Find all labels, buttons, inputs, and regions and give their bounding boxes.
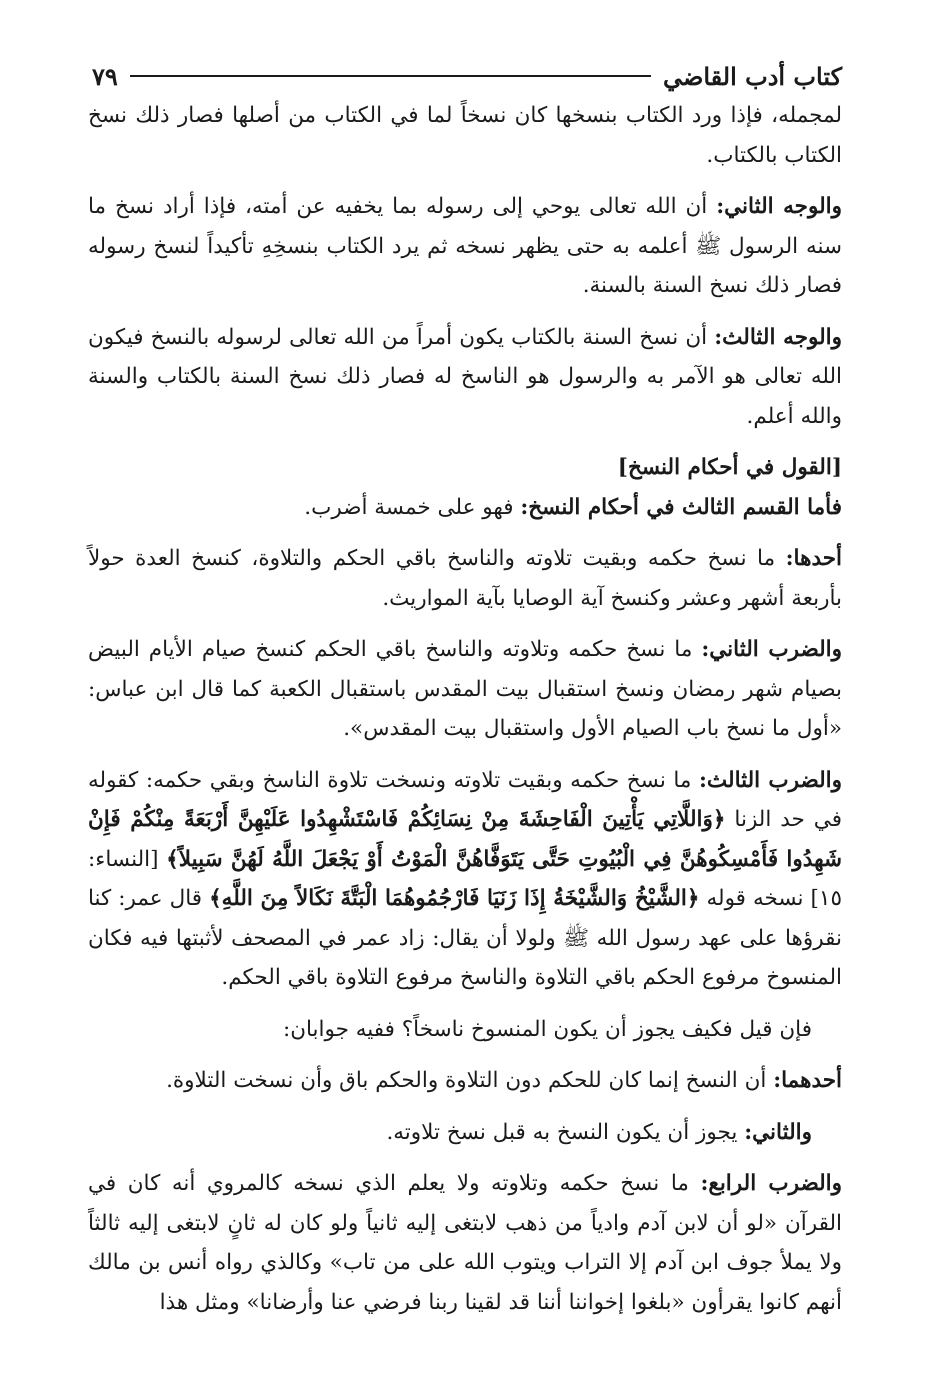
paragraph-4	[88, 488, 842, 528]
paragraph-lead: والثاني:	[744, 1119, 812, 1145]
paragraph-text: أن نسخ السنة بالكتاب يكون أمراً من الله تعالى لرسوله بالنسخ فيكون الله تعالى هو الآمر به والرسول هو الناسخ له فصار ذلك نسخ السنة بالكتاب والسنة والله أعلم.	[88, 324, 842, 429]
paragraph-7	[88, 761, 842, 998]
paragraph-text: يجوز أن يكون النسخ به قبل نسخ تلاوته.	[386, 1119, 745, 1145]
paragraph-text: أن الله تعالى يوحي إلى رسوله بما يخفيه عن أمته، فإذا أراد نسخ ما سنه الرسول ﷺ أعلمه به حتى يظهر نسخه ثم يرد الكتاب بنسخِهِ تأكيداً لنسخ رسوله فصار ذلك نسخ السنة بالسنة.	[88, 194, 842, 298]
paragraph-3	[88, 318, 842, 437]
paragraph-2	[88, 187, 842, 306]
paragraph-lead: والوجه الثالث:	[714, 324, 842, 350]
page-body	[88, 96, 842, 1334]
paragraph-5	[88, 539, 842, 618]
paragraph-10	[88, 1113, 842, 1153]
paragraph-text: ما نسخ حكمه وبقيت تلاوته ونسخت تلاوة الناسخ وبقي حكمه: كقوله في حد الزنا	[88, 767, 842, 832]
running-header	[92, 58, 842, 94]
paragraph-lead: أحدهما:	[773, 1068, 842, 1093]
paragraph-lead: أحدها:	[785, 546, 842, 571]
paragraph-text: [النساء: ١٥] نسخه قوله	[88, 846, 843, 911]
paragraph-text: ما نسخ حكمه وبقيت تلاوته والناسخ باقي الحكم والتلاوة، كنسخ العدة حولاً بأربعة أشهر وعشر وكنسخ آية الوصايا بآية المواريث.	[88, 546, 842, 611]
paragraph-8	[88, 1010, 842, 1050]
paragraph-text: لمجمله، فإذا ورد الكتاب بنسخها كان نسخاً لما في الكتاب من أصلها فصار ذلك نسخ الكتاب بالكتاب.	[88, 103, 842, 168]
section-heading: [القول في أحكام النسخ]	[617, 455, 842, 480]
paragraph-text: قال عمر: كنا نقرؤها على عهد رسول الله ﷺ ولولا أن يقال: زاد عمر في المصحف لأثبتها فيه فكان المنسوخ مرفوع الحكم باقي التلاوة والناسخ مرفوع التلاوة باقي الحكم.	[88, 886, 842, 990]
paragraph-11	[88, 1164, 842, 1322]
page-number: ٧٩	[92, 61, 118, 91]
paragraph-lead: والضرب الثالث:	[698, 767, 842, 793]
quran-verse: ﴿وَاللَّاتِي يَأْتِينَ الْفَاحِشَةَ مِنْ نِسَائِكُمْ فَاسْتَشْهِدُوا عَلَيْهِنَّ أَرْبَعَةً مِنْكُمْ فَإِنْ شَهِدُوا فَأَمْسِكُوهُنَّ فِي الْبُيُوتِ حَتَّى يَتَوَفَّاهُنَّ الْمَوْتُ أَوْ يَجْعَلَ اللَّهُ لَهُنَّ سَبِيلاً﴾	[88, 807, 842, 872]
paragraph-9	[88, 1061, 842, 1101]
paragraph-lead: والوجه الثاني:	[716, 194, 842, 219]
paragraph-lead: والضرب الثاني:	[701, 637, 842, 662]
quran-verse: ﴿الشَّيْخُ وَالشَّيْخَةُ إِذَا زَنَيَا فَارْجُمُوهُمَا الْبَتَّةَ نَكَالاً مِنَ اللَّهِ﴾	[209, 886, 700, 911]
paragraph-text: ما نسخ حكمه وتلاوته ولا يعلم الذي نسخه كالمروي أنه كان في القرآن «لو أن لابن آدم وادياً من ذهب لابتغى إليه ثانياً ولو كان له ثانٍ لابتغى إليه ثالثاً ولا يملأ جوف ابن آدم إلا التراب ويتوب الله على من تاب» وكالذي رواه أنس بن مالك أنهم كانوا يقرأون «بلغوا إخواننا أننا قد لقينا ربنا فرضي عنا وأرضانا» ومثل هذا	[88, 1171, 842, 1315]
paragraph-text: فهو على خمسة أضرب.	[304, 494, 521, 520]
paragraph-lead: والضرب الرابع:	[700, 1171, 842, 1196]
paragraph-1	[88, 96, 842, 175]
paragraph-text: أن النسخ إنما كان للحكم دون التلاوة والحكم باق وأن نسخت التلاوة.	[166, 1068, 774, 1093]
paragraph-text: ما نسخ حكمه وتلاوته والناسخ باقي الحكم كنسخ صيام الأيام البيض بصيام شهر رمضان ونسخ استقبال بيت المقدس باستقبال الكعبة كما قال ابن عباس: «أول ما نسخ باب الصيام الأول واستقبال بيت المقدس».	[88, 637, 842, 741]
paragraph-text: فإن قيل فكيف يجوز أن يكون المنسوخ ناسخاً؟ ففيه جوابان:	[282, 1016, 812, 1042]
book-title: كتاب أدب القاضي	[662, 61, 842, 91]
paragraph-lead: فأما القسم الثالث في أحكام النسخ:	[520, 494, 842, 520]
header-rule	[130, 75, 651, 77]
paragraph-6	[88, 630, 842, 749]
